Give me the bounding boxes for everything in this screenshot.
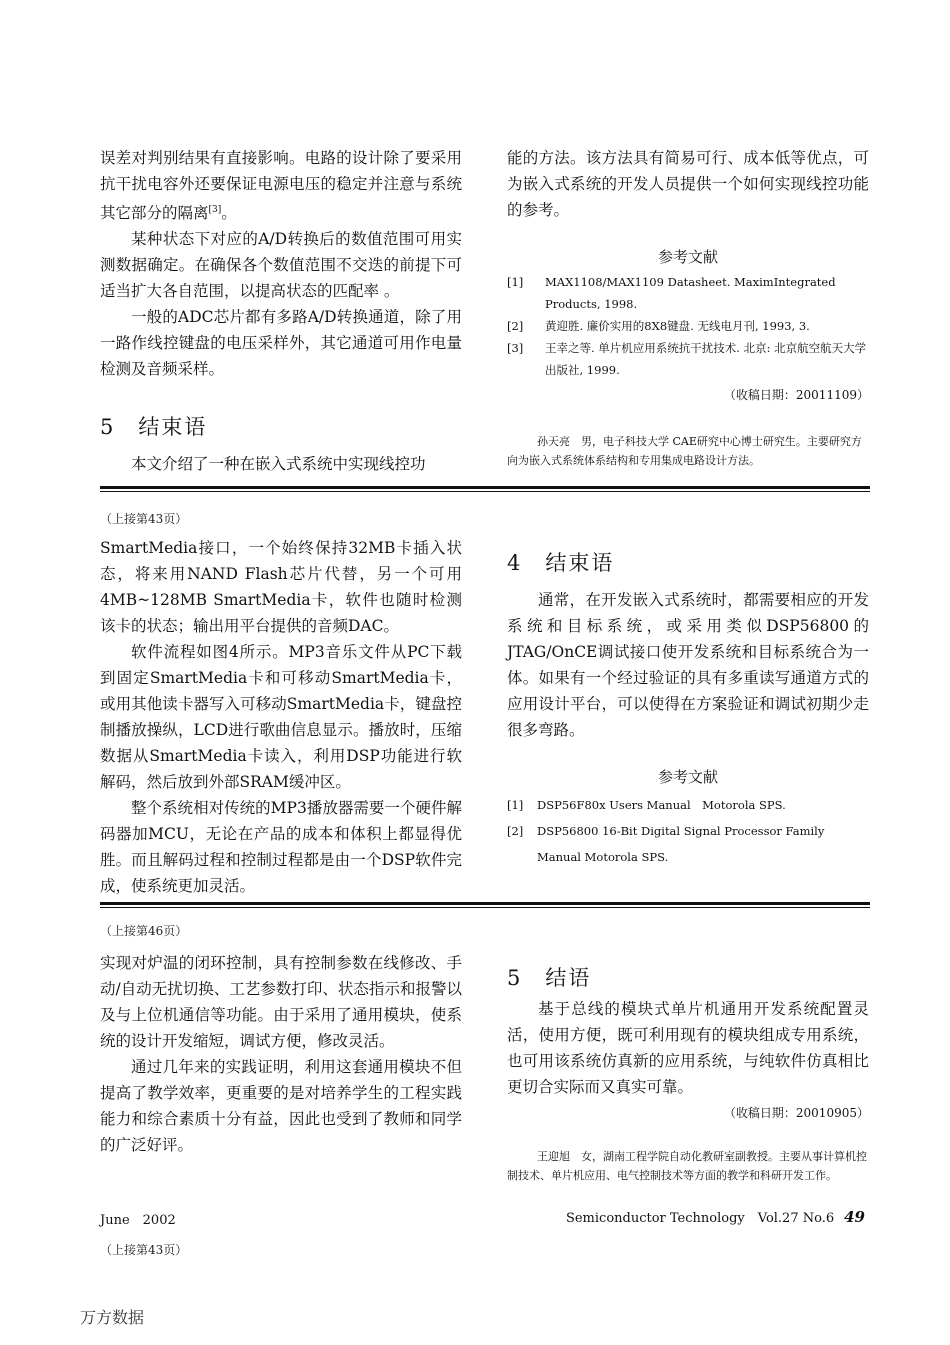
reference-item: [1] DSP56F80x Users Manual Motorola SPS. — [507, 798, 786, 812]
block3-author-bio: 王迎旭 女，湖南工程学院自动化教研室副教授。主要从事计算机控制技术、单片机应用、电气控制技术等方面的教学和科研开发工作。 — [507, 1150, 867, 1182]
block1-paragraph-2: 某种状态下对应的A/D转换后的数值范围可用实测数据确定。在确保各个数值范围不交迭的前提下可适当扩大各自范围，以提高状态的匹配率 。 — [100, 230, 462, 301]
block2-references — [507, 792, 869, 870]
block1-section-text: 本文介绍了一种在嵌入式系统中实现线控功 — [131, 455, 426, 473]
separator-rule-2 — [100, 902, 870, 905]
block2-paragraph-1: SmartMedia接口，一个始终保持32MB卡插入状态，将来用NAND Flash芯片代替，另一个可用4MB~128MB SmartMedia卡，软件也随时检测该卡的状态；输出用平台提供的音频DAC。 — [100, 539, 462, 635]
block1-right-column — [507, 145, 869, 223]
reference-item: [2] DSP56800 16-Bit Digital Signal Processor Family Manual Motorola SPS. — [507, 824, 825, 864]
block1-paragraph-1: 误差对判别结果有直接影响。电路的设计除了要采用抗干扰电容外还要保证电源电压的稳定并注意与系统其它部分的隔离[3]。 — [100, 149, 462, 223]
block2-section-heading: 4 结束语 — [507, 551, 615, 575]
block3-continued-note: （上接第46页） — [100, 924, 188, 938]
block1-author-bio: 孙天亮 男，电子科技大学 CAE研究中心博士研究生。主要研究方向为嵌入式系统体系结构和专用集成电路设计方法。 — [507, 435, 862, 467]
footer-continued-note: （上接第43页） — [100, 1243, 188, 1257]
block3-received-date: （收稿日期：20010905） — [723, 1106, 869, 1120]
block1-paragraph-3: 一般的ADC芯片都有多路A/D转换通道，除了用一路作线控键盘的电压采样外，其它通道可用作电量检测及音频采样。 — [100, 308, 462, 379]
block2-continued-note: （上接第43页） — [100, 512, 188, 526]
footer-date: June 2002 — [100, 1213, 176, 1228]
block3-paragraph-1: 实现对炉温的闭环控制，具有控制参数在线修改、手动/自动无扰切换、工艺参数打印、状态指示和报警以及与上位机通信等功能。由于采用了通用模块，使系统的设计开发缩短，调试方便，修改灵活。 — [100, 954, 462, 1050]
reference-item: [1] MAX1108/MAX1109 Datasheet. MaximIntegrated Products, 1998. — [507, 275, 836, 311]
footer-journal — [566, 1207, 865, 1226]
block1-section-heading: 5 结束语 — [100, 415, 208, 439]
journal-name: Semiconductor Technology Vol.27 No.6 — [565, 1211, 835, 1226]
block2-references-title: 参考文献 — [657, 768, 718, 786]
block2-right-paragraph: 通常，在开发嵌入式系统时，都需要相应的开发系统和目标系统，或采用类似DSP56800的JTAG/OnCE调试接口使开发系统和目标系统合为一体。如果有一个经过验证的具有多重读写通道方式的应用设计平台，可以使得在方案验证和调试初期少走很多弯路。 — [507, 591, 869, 739]
block3-section-heading: 5 结语 — [507, 966, 592, 990]
watermark-text: 万方数据 — [80, 1308, 145, 1327]
block3-right-paragraph: 基于总线的模块式单片机通用开发系统配置灵活，使用方便，既可利用现有的模块组成专用系统，也可用该系统仿真新的应用系统，与纯软件仿真相比更切合实际而又真实可靠。 — [507, 1000, 869, 1096]
block3-right-column — [507, 996, 869, 1100]
block1-received-date: （收稿日期：20011109） — [723, 388, 869, 402]
block1-references-title: 参考文献 — [657, 248, 718, 266]
reference-item: [3] 王幸之等. 单片机应用系统抗干扰技术. 北京: 北京航空航天大学出版社, 1999. — [507, 341, 867, 377]
page-number: 49 — [844, 1208, 865, 1226]
block2-left-column — [100, 535, 462, 899]
block1-left-column — [100, 145, 462, 382]
block3-left-column — [100, 950, 462, 1158]
block1-right-paragraph: 能的方法。该方法具有简易可行、成本低等优点，可为嵌入式系统的开发人员提供一个如何实现线控功能的参考。 — [507, 149, 869, 219]
separator-rule-2b — [100, 907, 870, 908]
separator-rule-1 — [100, 486, 870, 489]
reference-item: [2] 黄迎胜. 廉价实用的8X8键盘. 无线电月刊, 1993, 3. — [507, 319, 810, 333]
separator-rule-1b — [100, 491, 870, 492]
block2-right-column — [507, 587, 869, 743]
block2-paragraph-3: 整个系统相对传统的MP3播放器需要一个硬件解码器加MCU，无论在产品的成本和体积上都显得优胜。而且解码过程和控制过程都是由一个DSP软件完成，使系统更加灵活。 — [100, 799, 462, 895]
block1-references — [507, 271, 869, 381]
block2-paragraph-2: 软件流程如图4所示。MP3音乐文件从PC下载到固定SmartMedia卡和可移动SmartMedia卡，或用其他读卡器写入可移动SmartMedia卡，键盘控制播放操纵，LCD进行歌曲信息显示。播放时，压缩数据从SmartMedia卡读入，利用DSP功能进行软解码，然后放到外部SRAM缓冲区。 — [100, 643, 462, 791]
citation-mark: [3] — [208, 205, 222, 215]
block3-paragraph-2: 通过几年来的实践证明，利用这套通用模块不但提高了教学效率，更重要的是对培养学生的工程实践能力和综合素质十分有益，因此也受到了教师和同学的广泛好评。 — [100, 1058, 462, 1154]
